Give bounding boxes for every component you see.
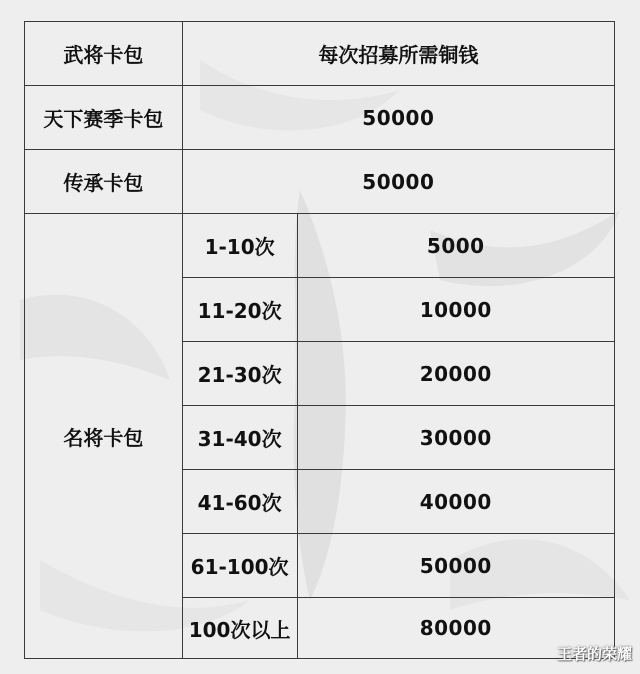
tier-cost: 50000 <box>297 534 614 598</box>
tier-cost: 5000 <box>297 214 614 278</box>
pack-name: 天下赛季卡包 <box>25 86 183 150</box>
watermark: 王者的荣耀 <box>556 645 632 663</box>
tier-cost: 40000 <box>297 470 614 534</box>
table-header-row <box>25 22 615 86</box>
tier-cost: 20000 <box>297 342 614 406</box>
tier-range: 31-40次 <box>182 406 297 470</box>
tier-cost: 30000 <box>297 406 614 470</box>
tier-cost: 10000 <box>297 278 614 342</box>
table-row <box>25 86 615 150</box>
recruit-cost-table <box>24 21 615 659</box>
tier-range: 100次以上 <box>182 598 297 659</box>
header-cost: 每次招募所需铜钱 <box>182 22 614 86</box>
tier-cost: 80000 <box>297 598 614 659</box>
famous-pack-name: 名将卡包 <box>25 214 183 659</box>
header-pack-name: 武将卡包 <box>25 22 183 86</box>
tier-range: 1-10次 <box>182 214 297 278</box>
pack-name: 传承卡包 <box>25 150 183 214</box>
tier-range: 41-60次 <box>182 470 297 534</box>
tier-range: 61-100次 <box>182 534 297 598</box>
table-row <box>25 214 615 278</box>
tier-range: 21-30次 <box>182 342 297 406</box>
pack-cost: 50000 <box>182 86 614 150</box>
table-row <box>25 150 615 214</box>
pack-cost: 50000 <box>182 150 614 214</box>
tier-range: 11-20次 <box>182 278 297 342</box>
